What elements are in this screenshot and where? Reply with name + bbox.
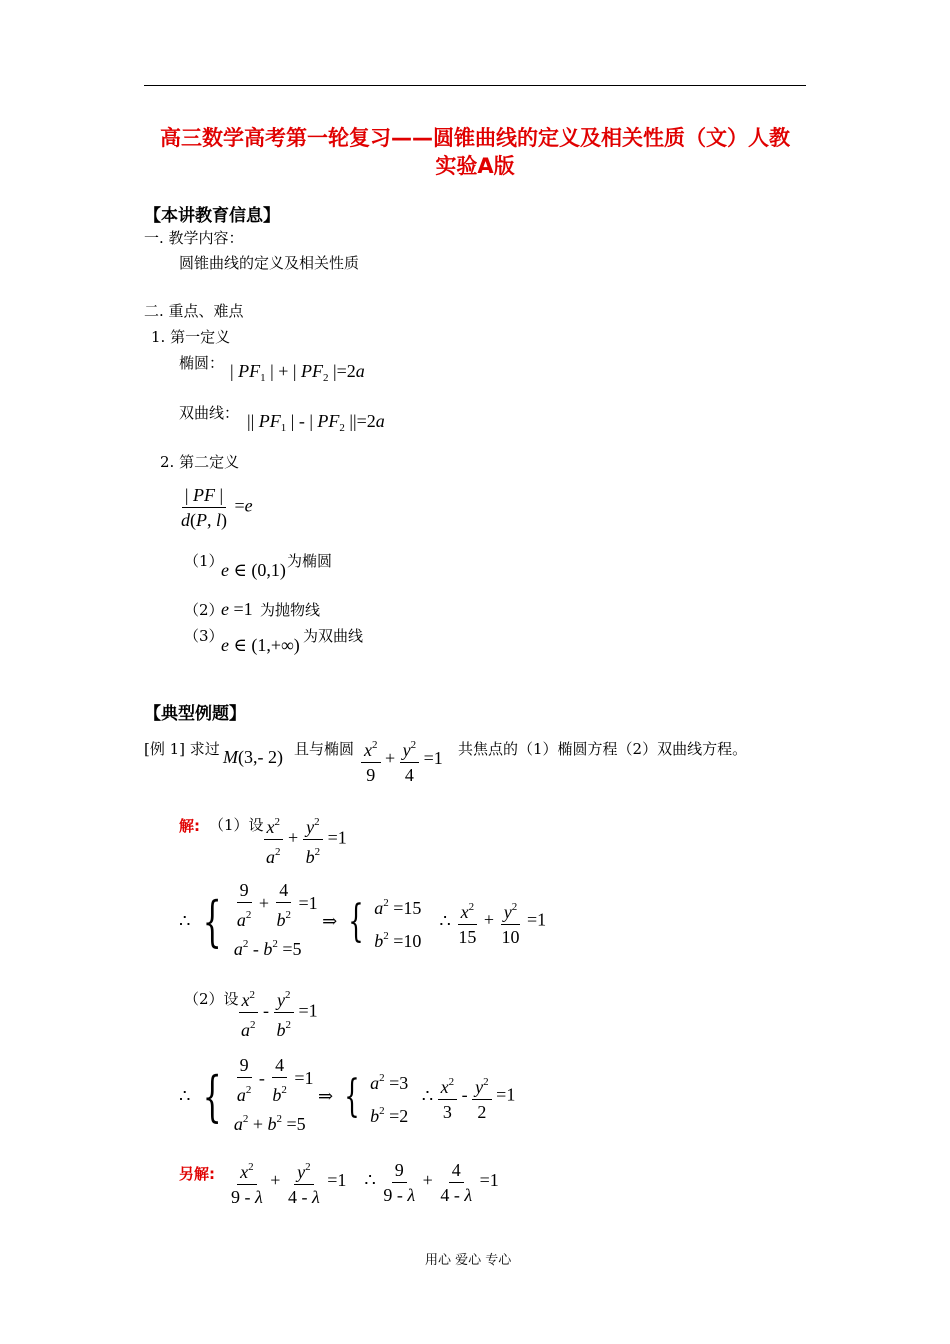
- case3-formula: e ∈ (1,+∞): [221, 635, 300, 655]
- case3-text: 为双曲线: [303, 627, 364, 645]
- case1-text: 为椭圆: [287, 552, 333, 570]
- example1-prefix: [例 1] 求过: [144, 740, 220, 758]
- second-definition-label: 2. 第二定义: [160, 453, 240, 471]
- solution-part1-system: ∴ { $\frac{9}{a^2}$ + $\frac{4}{b^2}$ =1 $a^2 - b^2 =5$ ⇒ { $a^2 =15$ $b^2 =10$ ∴ $\frac{x^2}{15}$ + $\frac{y^2}{10}$ =1: [179, 880, 547, 959]
- alternative-solution-label: 另解:: [179, 1165, 215, 1183]
- solution-part2-system: ∴ { $\frac{9}{a^2}$ - $\frac{4}{b^2}$ =1 $a^2 + b^2 =5$ ⇒ { $a^2 =3$ $b^2 =2$ ∴ $\frac{x^2}{3}$ - $\frac{y^2}{2}$ =1: [179, 1055, 516, 1134]
- case1-number: （1）: [184, 552, 224, 570]
- first-definition-label: 1. 第一定义: [151, 328, 231, 346]
- second-definition-formula: $\frac{| PF |}{d(P, l)}$ =e: [181, 485, 253, 530]
- teaching-content-label: 一. 教学内容：: [144, 229, 244, 247]
- example1-mid: 且与椭圆: [294, 740, 355, 758]
- case2-formula: e =1: [221, 599, 253, 619]
- case3-number: （3）: [184, 627, 224, 645]
- example1-suffix: 共焦点的（1）椭圆方程（2）双曲线方程。: [458, 740, 748, 758]
- teaching-content-text: 圆锥曲线的定义及相关性质: [179, 254, 360, 272]
- hyperbola-formula: || $PF_1$ | - | $PF_2$ ||=2a: [247, 411, 385, 434]
- case2-text: 为抛物线: [260, 601, 321, 619]
- document-title-line2: 实验A版: [435, 154, 515, 178]
- section-heading-examples: 【典型例题】: [144, 704, 246, 724]
- top-rule: [144, 85, 806, 86]
- document-title-line1: 高三数学高考第一轮复习——圆锥曲线的定义及相关性质（文）人教: [160, 126, 790, 150]
- solution-part2-equation: $\frac{x^2}{a^2}$ - $\frac{y^2}{b^2}$ =1: [238, 985, 318, 1040]
- case1-formula: e ∈ (0,1): [221, 560, 286, 580]
- solution-part1-set: （1）设: [209, 816, 264, 834]
- solution-part2-set: （2）设: [184, 990, 239, 1008]
- key-points-label: 二. 重点、难点: [144, 302, 244, 320]
- alternative-solution-equation: $\frac{x^2}{9 - \lambda}$ + $\frac{y^2}{4 - \lambda}$ =1 ∴ $\frac{9}{9 - \lambda}$ + $\frac{4}{4 - \lambda}$ =1: [228, 1157, 499, 1207]
- page-footer: 用心 爱心 专心: [425, 1253, 512, 1268]
- example1-ellipse: $\frac{x^2}{9}$ + $\frac{y^2}{4}$ =1: [361, 735, 443, 785]
- solution-part1-equation: $\frac{x^2}{a^2}$ + $\frac{y^2}{b^2}$ =1: [263, 812, 347, 867]
- solution-label: 解:: [179, 817, 200, 835]
- hyperbola-label: 双曲线：: [179, 404, 240, 422]
- case2-number: （2）: [184, 601, 224, 619]
- ellipse-formula: | $PF_1$ | + | $PF_2$ |=2a: [230, 361, 365, 384]
- ellipse-label: 椭圆：: [179, 354, 225, 372]
- section-heading-info: 【本讲教育信息】: [144, 206, 280, 226]
- example1-point: M(3,- 2): [223, 747, 283, 767]
